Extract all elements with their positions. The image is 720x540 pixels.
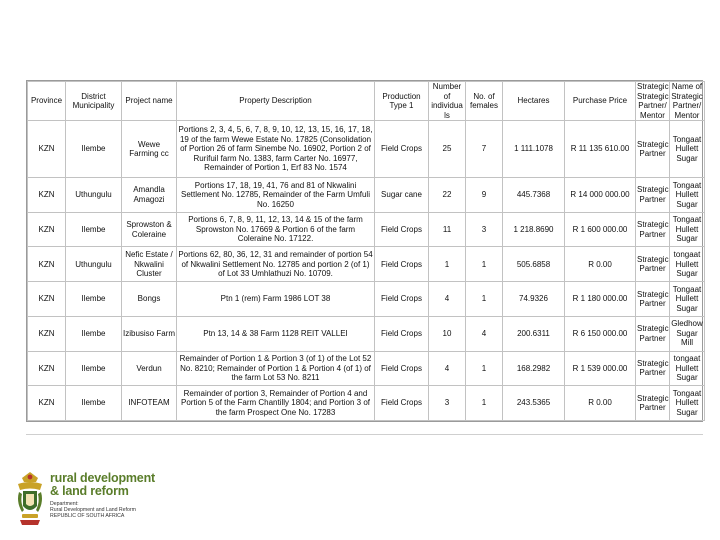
individuals-cell: 25 [429,121,466,178]
header-province: Province [28,82,66,121]
project-name-cell: Sprowston & Coleraine [122,212,177,247]
females-cell: 1 [466,351,503,386]
table-row [28,247,705,282]
hectares-cell: 168.2982 [503,351,565,386]
hectares-cell: 1 111.1078 [503,121,565,178]
property-description-cell: Ptn 13, 14 & 38 Farm 1128 REIT VALLEI [177,316,375,351]
province-cell: KZN [28,351,66,386]
district-cell: Ilembe [66,212,122,247]
purchase-price-cell: R 11 135 610.00 [565,121,636,178]
coat-of-arms-icon [14,470,46,530]
header-strategic-partner: Strategic Strategic Partner/ Mentor [637,82,669,120]
individuals-cell: 10 [429,316,466,351]
strategic-partner-cell: Strategic Partner [636,247,670,282]
individuals-cell: 1 [429,247,466,282]
mentor-name-cell: tongaat Hullett Sugar [670,247,705,282]
department-name-block [50,472,200,519]
production-type-cell: Field Crops [375,282,429,317]
purchase-price-cell: R 6 150 000.00 [565,316,636,351]
header-hectares: Hectares [503,82,565,121]
strategic-partner-cell: Strategic Partner [636,351,670,386]
purchase-price-cell: R 0.00 [565,247,636,282]
header-mentor-name: Name of Strategic Partner/ Mentor [671,82,703,120]
header-purchase-price: Purchase Price [565,82,636,121]
purchase-price-cell: R 14 000 000.00 [565,178,636,213]
purchase-price-cell: R 1 180 000.00 [565,282,636,317]
project-name-cell: Izibusiso Farm [122,316,177,351]
header-district-municipality: District Municipality [66,82,122,121]
district-cell: Ilembe [66,386,122,421]
district-cell: Ilembe [66,282,122,317]
mentor-name-cell: Tongaat Hullett Sugar [670,212,705,247]
brand-line-2: & land reform [50,484,129,498]
individuals-cell: 4 [429,351,466,386]
purchase-price-cell: R 0.00 [565,386,636,421]
header-production-type: Production Type 1 [375,82,429,121]
hectares-cell: 445.7368 [503,178,565,213]
property-description-cell: Portions 17, 18, 19, 41, 76 and 81 of Nkwalini Settlement No. 12785, Remainder of the Farm Umfuli No. 16250 [177,178,375,213]
individuals-cell: 22 [429,178,466,213]
project-name-cell: Amandla Amagozi [122,178,177,213]
property-description-cell: Remainder of Portion 1 & Portion 3 (of 1) of the Lot 52 No. 8210; Remainder of Portion 1 & Portion 4 (of 1) of the farm Lot 53 No. 8211 [177,351,375,386]
production-type-cell: Sugar cane [375,178,429,213]
individuals-cell: 4 [429,282,466,317]
production-type-cell: Field Crops [375,212,429,247]
table-row [28,386,705,421]
hectares-cell: 243.5365 [503,386,565,421]
province-cell: KZN [28,178,66,213]
mentor-name-cell: Tongaat Hullett Sugar [670,178,705,213]
mentor-name-cell: Tongaat Hullett Sugar [670,386,705,421]
table-header-row [28,82,705,121]
project-name-cell: INFOTEAM [122,386,177,421]
strategic-partner-cell: Strategic Partner [636,212,670,247]
strategic-partner-cell: Strategic Partner [636,121,670,178]
header-project-name: Project name [122,82,177,121]
individuals-cell: 11 [429,212,466,247]
property-description-cell: Portions 2, 3, 4, 5, 6, 7, 8, 9, 10, 12, 13, 15, 16, 17, 18, 19 of the farm Wewe Estate No. 17825 (Consolidation of Portion 26 of farm Sinembe No. 16902, Portion 2 of Rurifuil farm No. 1383, farm Carter No. 16977, Remainder of Portion 1, Erf 83 No. 1574 [177,121,375,178]
hectares-cell: 200.6311 [503,316,565,351]
production-type-cell: Field Crops [375,351,429,386]
production-type-cell: Field Crops [375,386,429,421]
table-row [28,212,705,247]
individuals-cell: 3 [429,386,466,421]
department-label: Department: [50,501,79,507]
province-cell: KZN [28,386,66,421]
strategic-partner-cell: Strategic Partner [636,282,670,317]
females-cell: 1 [466,386,503,421]
province-cell: KZN [28,212,66,247]
females-cell: 1 [466,247,503,282]
footer-divider [26,434,703,435]
production-type-cell: Field Crops [375,121,429,178]
header-property-description: Property Description [177,82,375,121]
hectares-cell: 1 218.8690 [503,212,565,247]
property-description-cell: Remainder of portion 3, Remainder of Portion 4 and Portion 5 of the Farm Chantilly 1804; and Portion 3 of the farm Prospect One No. 17283 [177,386,375,421]
females-cell: 9 [466,178,503,213]
mentor-name-cell: Tongaat Hullett Sugar [670,121,705,178]
district-cell: Uthungulu [66,247,122,282]
females-cell: 7 [466,121,503,178]
project-name-cell: Verdun [122,351,177,386]
table-row [28,351,705,386]
table-row [28,121,705,178]
table-row [28,316,705,351]
table-row [28,282,705,317]
project-name-cell: Nefic Estate / Nkwalini Cluster [122,247,177,282]
production-type-cell: Field Crops [375,247,429,282]
province-cell: KZN [28,282,66,317]
country-name: REPUBLIC OF SOUTH AFRICA [50,513,125,519]
hectares-cell: 505.6858 [503,247,565,282]
property-description-cell: Portions 6, 7, 8, 9, 11, 12, 13, 14 & 15 of the farm Sprowston No. 17669 & Portion 6 of the farm Coleraine No. 17122. [177,212,375,247]
females-cell: 1 [466,282,503,317]
mentor-name-cell: Gledhow Sugar Mill [670,316,705,351]
district-cell: Uthungulu [66,178,122,213]
district-cell: Ilembe [66,316,122,351]
district-cell: Ilembe [66,121,122,178]
purchase-price-cell: R 1 539 000.00 [565,351,636,386]
strategic-partner-cell: Strategic Partner [636,316,670,351]
province-cell: KZN [28,316,66,351]
mentor-name-cell: Tongaat Hullett Sugar [670,282,705,317]
hectares-cell: 74.9326 [503,282,565,317]
province-cell: KZN [28,121,66,178]
land-reform-projects-table-container [26,80,703,422]
brand-line-1: rural development [50,471,155,485]
females-cell: 3 [466,212,503,247]
females-cell: 4 [466,316,503,351]
department-logo [14,470,194,534]
district-cell: Ilembe [66,351,122,386]
production-type-cell: Field Crops [375,316,429,351]
strategic-partner-cell: Strategic Partner [636,386,670,421]
project-name-cell: Wewe Farming cc [122,121,177,178]
land-reform-projects-table [27,81,705,421]
province-cell: KZN [28,247,66,282]
project-name-cell: Bongs [122,282,177,317]
table-row [28,178,705,213]
mentor-name-cell: tongaat Hullett Sugar [670,351,705,386]
header-number-of-females: No. of females [466,82,503,121]
header-number-of-individuals: Number of individua ls [429,82,466,121]
property-description-cell: Portions 62, 80, 36, 12, 31 and remainder of portion 54 of Nkwalini Settlement No. 12785 and portion 2 (of 1) of Lot 33 Umhlathuzi No. 10709. [177,247,375,282]
purchase-price-cell: R 1 600 000.00 [565,212,636,247]
property-description-cell: Ptn 1 (rem) Farm 1986 LOT 38 [177,282,375,317]
strategic-partner-cell: Strategic Partner [636,178,670,213]
department-name: Rural Development and Land Reform [50,507,136,513]
